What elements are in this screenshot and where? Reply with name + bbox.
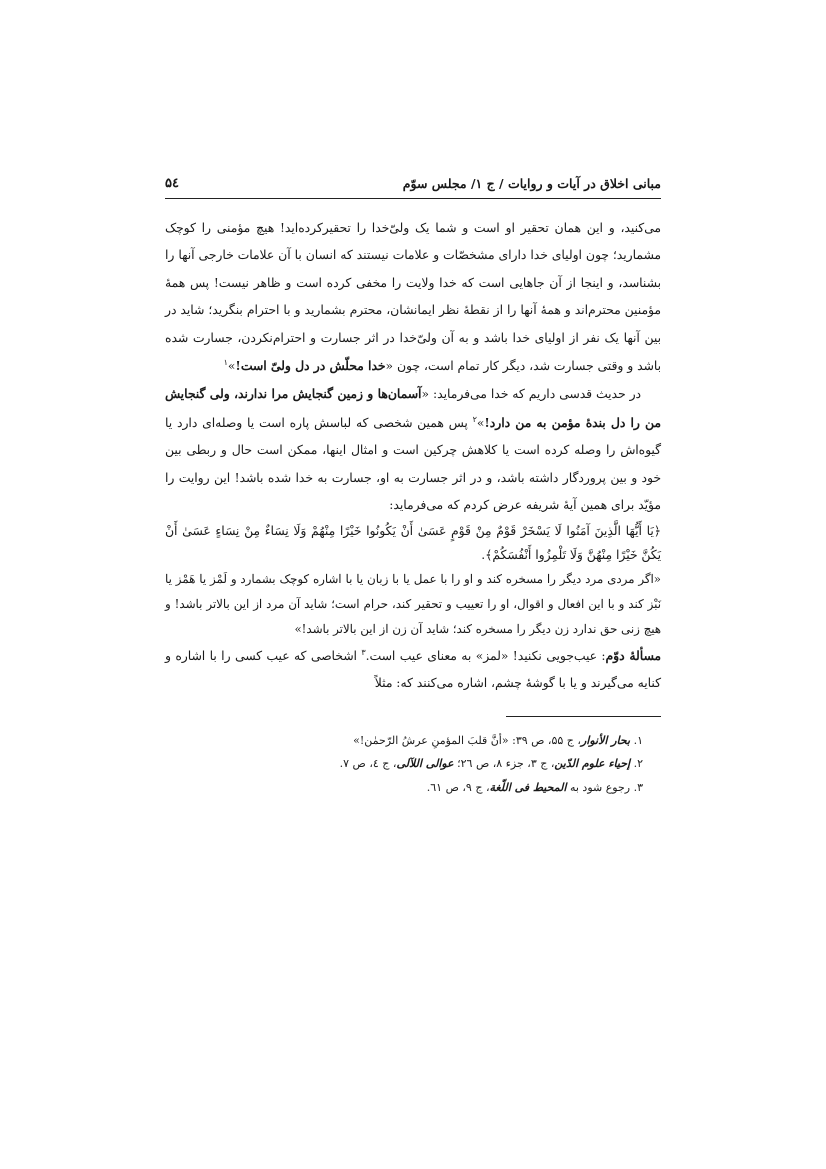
footnote-2-title: إحیاء علوم الدّین: [554, 757, 631, 771]
footnote-3: [165, 776, 643, 800]
footnote-3-rest: ، ج ۹، ص ٦۱.: [426, 780, 490, 794]
paragraph-2-quote: آسمان‌ها و زمین گنجایش مرا ندارند، ولی گنجایش من را دل بندهٔ مؤمن به من دارد!: [165, 386, 662, 430]
book-page: [165, 170, 661, 799]
paragraph-1-end: »: [227, 359, 236, 374]
footnotes: [165, 729, 661, 800]
paragraph-2-text-b: »: [476, 415, 485, 430]
page-header: [165, 170, 661, 198]
header-rule: [165, 198, 661, 199]
footnote-ref-2: ۲: [472, 414, 477, 424]
footnote-1-title: بحار الأنوار: [580, 733, 631, 747]
footnote-3-num: ۳. رجوع شود به: [566, 780, 643, 794]
footnote-rule: [506, 716, 661, 717]
page-number: ۵٤: [165, 176, 179, 191]
paragraph-1-text: می‌کنید، و این همان تحقیر او است و شما یک ولیّ‌خدا را تحقیرکرده‌اید! هیچ مؤمنی را کوچک مشمارید؛ چون اولیای خدا دارای مشخصّات و علامات نیستند که انسان با آن علامات خارجی آنها را بشناسد، و اینجا از آن جاهایی است که خدا ولایت را مخفی کرده است و ظاهر نیست! پس همهٔ مؤمنین محترم‌اند و همهٔ آنها را از نقطهٔ نظر ایمانشان، محترم بشمارید و با احترام بنگرید؛ شاید در بین آنها یک نفر از اولیای خدا باشد و به آن ولیّ‌خدا در اثر جسارت و احترام‌نکردن، جسارت شده باشد و وقتی جسارت شد، دیگر کار تمام است، چون «: [165, 221, 661, 374]
paragraph-3: [165, 642, 661, 698]
paragraph-1: [165, 215, 661, 380]
body-text: [165, 215, 661, 698]
verse-translation: «اگر مردی مرد دیگر را مسخره کند و او را با عمل یا با زبان یا با اشاره کوچک بشمارد و لَمْز یا هَمْز یا نَبْز کند و با این افعال و اقوال، او را تعییب و تحقیر کند، حرام است؛ شاید آن مرد از این بالاتر باشد! و هیچ زنی حق ندارد زن دیگر را مسخره کند؛ شاید آن زن از این بالاتر باشد!»: [165, 572, 661, 637]
paragraph-3-heading: مسألهٔ دوّم: [605, 647, 661, 663]
footnote-1: [165, 729, 643, 753]
paragraph-2-text-c: پس همین شخصی که لباسش پاره است یا وصله‌ای دارد یا گیوه‌اش را وصله کرده است یا کلاهش چرکین است و امثال اینها، ممکن است حال و ربطی بین خود و بین پروردگار داشته باشد، و در اثر جسارت به او، جسارت به خدا شده باشد! این روایت را مؤیّد برای همین آیهٔ شریفه عرض کردم که می‌فرماید:: [165, 415, 661, 513]
footnote-2-rest: ، ج ۳، جزء ۸، ص ۲٦؛: [453, 757, 555, 771]
footnote-2-num: ۲.: [630, 757, 643, 771]
footnote-2-rest2: ، ج ٤، ص ۷.: [339, 757, 397, 771]
footnote-1-rest: ، ج ۵۵، ص ۳۹: «أنَّ قلبَ المؤمنِ عرشُ الرّحمٰن!»: [353, 733, 581, 747]
footnote-2-title2: عوالی اللآلی: [396, 757, 454, 771]
paragraph-1-quote: خدا محلّش در دل ولیّ است!: [235, 358, 386, 374]
footnote-ref-1: ۱: [223, 357, 228, 367]
footnote-3-title: المحیط فی اللّغة: [489, 780, 567, 794]
paragraph-3-text-a: : عیب‌جویی نکنید! «لمز» به معنای عیب است.: [365, 648, 606, 663]
paragraph-3-text-b: اشخاصی که عیب کسی را با اشاره و کنایه می‌گیرند و یا با گوشهٔ چشم، اشاره می‌کنند که: مثلاً: [165, 648, 661, 691]
paragraph-2: [165, 380, 661, 519]
footnote-1-num: ۱.: [630, 733, 643, 747]
footnote-ref-3: ۳: [361, 647, 366, 657]
paragraph-2-text-a: در حدیث قدسی داریم که خدا می‌فرماید: «: [421, 387, 642, 402]
footnote-2: [165, 752, 643, 776]
quran-verse: ﴿یَا أَیُّهَا الَّذِینَ آمَنُوا لَا یَسْخَرْ قَوْمٌ مِنْ قَوْمٍ عَسَىٰ أَنْ یَکُونُوا خَیْرًا مِنْهُمْ وَلَا نِسَاءٌ مِنْ نِسَاءٍ عَسَىٰ أَنْ یَکُنَّ خَیْرًا مِنْهُنَّ وَلَا تَلْمِزُوا أَنْفُسَکُمْ﴾.: [165, 524, 661, 563]
running-head: مبانی اخلاق در آیات و روایات / ج ۱/ مجلس سوّم: [402, 176, 661, 191]
